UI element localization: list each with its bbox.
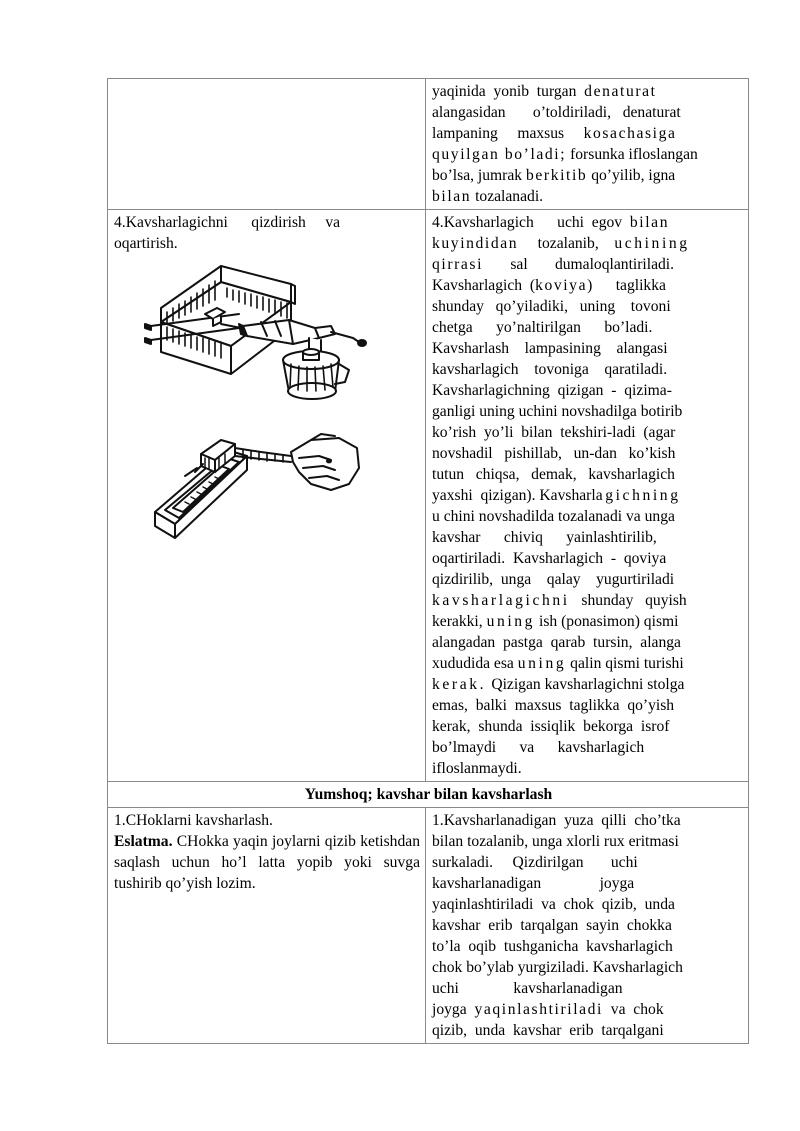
hand-holding-soldering-iron-over-tray-illustration — [143, 428, 391, 564]
table-row — [108, 808, 749, 1044]
cell-left-item-1 — [108, 808, 426, 1044]
illustration-group — [114, 264, 420, 564]
cell-left-item-1-line1: 1.CHoklarni kavsharlash. — [114, 812, 273, 829]
cell-left-item-1-note — [114, 831, 420, 894]
note-text: CHokka yaqin joylarni qizib ketishdan saqlash uchun ho’l latta yopib yoki suvga tushirib qo’yish lozim. — [114, 833, 420, 892]
cell-left-continuation — [108, 79, 426, 210]
table-row — [108, 210, 749, 782]
soldering-trough-with-blowtorch-illustration — [143, 264, 391, 402]
table-row — [108, 79, 749, 210]
cell-right-item-1 — [426, 808, 749, 1044]
cell-left-item-4 — [108, 210, 426, 782]
cell-right-continuation-text: yaqinida yonib turgan denaturat alangasidan o’toldiriladi, denaturat lampaning maxsus kosachasiga quyilgan bo’ladi; forsunka ifloslangan bo’lsa, jumrak berkitib qo’yilib, igna bilan tozalanadi. — [432, 83, 698, 205]
cell-right-continuation — [426, 79, 749, 210]
table-row — [108, 782, 749, 808]
cell-right-item-1-text: 1.Kavsharlanadigan yuza qilli cho’tka bilan tozalanib, unga xlorli rux eritmasi surkaladi. Qizdirilgan uchi kavsharlanadigan joyga yaqinlashtiriladi va chok qizib, unda kavshar erib tarqalgan sayin chokka to’la oqib tushganicha kavsharlagich chok bo’ylab yurgiziladi. Kavsharlagich uchi kavsharlanadigan joyga yaqinlashtiriladi va chok qizib, unda kavshar erib tarqalgani — [432, 812, 683, 1039]
content-table — [107, 78, 749, 1044]
cell-left-item-4-text: 4.Kavsharlagichni qizdirish va oqartirish. — [114, 214, 341, 252]
section-header: Yumshoq; kavshar bilan kavsharlash — [108, 782, 749, 808]
cell-right-item-4-text: 4.Kavsharlagich uchi egov bilan kuyindidan tozalanib, uchining qirrasi sal dumaloqlantiriladi. Kavsharlagich (koviya) taglikka shunday qo’yiladiki, uning tovoni chetga yo’naltirilgan bo’ladi. Kavsharlash lampasining alangasi kavsharlagich tovoniga qaratiladi. Kavsharlagichning qizigan - qizima- ganligi uning uchini novshadilga botirib ko’rish yo’li bilan tekshiri-ladi (agar novshadil pishillab, un-dan ko’kish tutun chiqsa, demak, kavsharlagich yaxshi qizigan). Kavsharlagichning u chini novshadilda tozalanadi va unga kavshar chiviq yainlashtirilib, oqartiriladi. Kavsharlagich - qoviya qizdirilib, unga qalay yugurtiriladi kavsharlagichni shunday quyish kerakki, uning ish (ponasimon) qismi alangadan pastga qarab tursin, alanga xududida esa uning qalin qismi turishi kerak. Qizigan kavsharlagichni stolga emas, balki maxsus taglikka qo’yish kerak, shunda issiqlik bekorga isrof bo’lmaydi va kavsharlagich ifloslanmaydi. — [432, 214, 690, 777]
note-label: Eslatma. — [114, 833, 173, 850]
cell-right-item-4 — [426, 210, 749, 782]
